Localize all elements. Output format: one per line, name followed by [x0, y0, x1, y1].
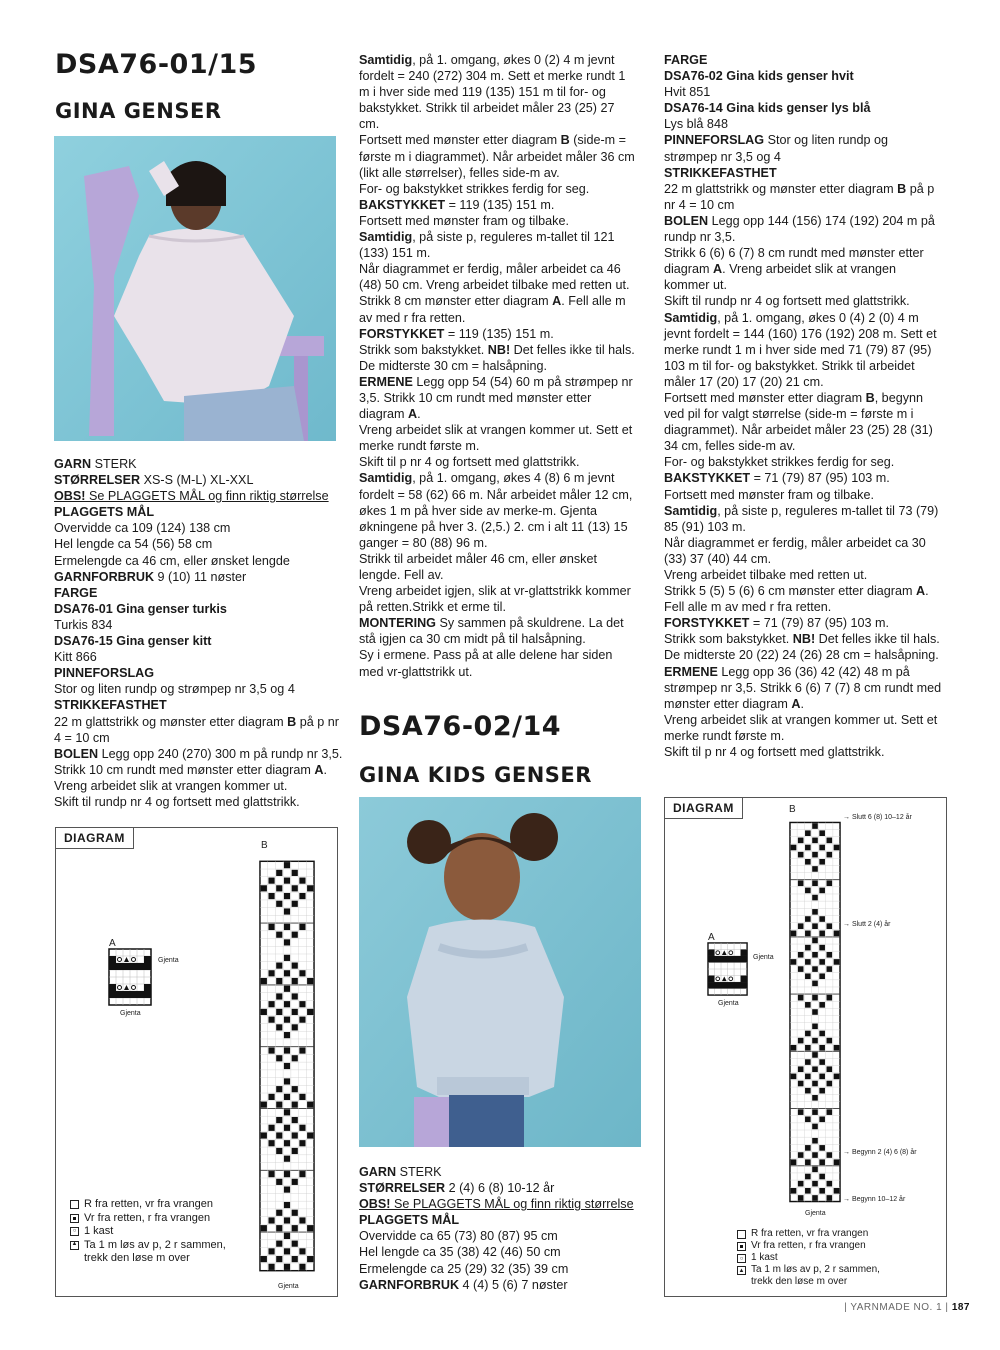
gjenta-side-label: Gjenta — [158, 957, 179, 964]
chart-stitch — [261, 885, 267, 891]
chart-stitch — [268, 878, 274, 884]
chart-stitch — [819, 888, 825, 894]
chart-stitch — [798, 1181, 804, 1187]
chart-stitch — [812, 1109, 818, 1115]
chart-stitch — [827, 923, 833, 929]
chart-stitch — [805, 1002, 811, 1008]
chart-stitch — [261, 1132, 267, 1138]
chart-stitch — [276, 962, 282, 968]
gjenta-b-label: Gjenta — [278, 1283, 299, 1290]
chart-stitch — [261, 978, 267, 984]
chart-stitch — [812, 923, 818, 929]
chart-stitch — [812, 1152, 818, 1158]
chart-stitch — [827, 1195, 833, 1201]
chart-stitch — [276, 885, 282, 891]
chart-stitch — [819, 1045, 825, 1051]
diagram-a-label: A — [109, 938, 116, 949]
chart-stitch — [276, 870, 282, 876]
chart-stitch — [299, 970, 305, 976]
label-pinneforslag: PINNEFORSLAG — [54, 666, 155, 681]
chart-stitch — [805, 888, 811, 894]
chart-stitch — [812, 1066, 818, 1072]
mal-hel-lengde: Hel lengde ca 54 (56) 58 cm — [54, 537, 213, 552]
chart-stitch — [791, 1159, 797, 1165]
chart-stitch — [827, 838, 833, 844]
chart-stitch — [805, 1116, 811, 1122]
chart-stitch — [276, 1086, 282, 1092]
chart-stitch — [276, 1148, 282, 1154]
chart-stitch — [261, 1102, 267, 1108]
chart-stitch — [834, 1159, 840, 1165]
label-strikkefasthet: STRIKKEFASTHET — [54, 698, 167, 713]
chart-stitch — [812, 866, 818, 872]
label-farge: FARGE — [54, 585, 98, 600]
adult-instructions: Samtidig, på 1. omgang, økes 0 (2) 4 m jevnt fordelt = 240 (272) 304 m. Sett et merke rundt 1 m i hver side med 119 (135) 151 m til for- og bakstykket. Strikk til arbeidet måler 23 (25) 27 cm. Fortsett med mønster etter diagram B (side-m = første m i diagrammet). Når arbeidet måler 36 cm (likt alle størrelser), felles side-m av. For- og bakstykket strikkes ferdig for seg. BAKSTYKKET = 119 (135) 151 m. Fortsett med mønster fram og tilbake. Samtidig, på siste p, reguleres m-tallet til 121 (133) 151 m. Når diagrammet er ferdig, måler arbeidet ca 46 (48) 50 cm. Vreng arbeidet tilbake med retten ut. Strikk 8 cm mønster etter diagram A. Fell alle m av med r fra retten. FORSTYKKET = 119 (135) 151 m. Strikk som bakstykket. NB! Det felles ikke til hals. De midterste 30 cm = halsåpning. ERMENE Legg opp 54 (54) 60 m på strømpep nr 3,5. Strikk 10 cm rundt med mønster etter diagram A. Vreng arbeidet slik at vrangen kommer ut. Sett et merke rundt første m. Skift til p nr 4 og fortsett med glattstrikk. Samtidig, på 1. omgang, økes 4 (8) 6 m jevnt fordelt = 58 (62) 66 m. Når arbeidet måler 12 cm, økes 1 m på hver side av merke-m. Gjenta økningene på hver 3. (2,5.) 2. cm i alt 11 (13) 15 ganger = 80 (88) 96 m. Strikk til arbeidet måler 46 cm, eller ønsket lengde. Fell av. Vreng arbeidet igjen, slik at vr-glattstrikk kommer på retten.Strikk et erme til. MONTERING Sy sammen på skuldrene. La det stå igjen ca 30 cm midt på til halsåpning. Sy i ermene. Pass på at alle delene har siden med vr-glattstrikk ut. — [359, 53, 635, 679]
chart-stitch — [819, 931, 825, 937]
chart-stitch — [268, 1001, 274, 1007]
chart-stitch — [276, 932, 282, 938]
chart-stitch — [812, 1052, 818, 1058]
chart-stitch — [276, 1225, 282, 1231]
chart-stitch — [284, 1186, 290, 1192]
value-garn: STERK — [94, 457, 137, 471]
purl-symbol-icon — [70, 1214, 79, 1223]
chart-stitch — [284, 1140, 290, 1146]
chart-stitch — [805, 1045, 811, 1051]
chart-stitch — [292, 1210, 298, 1216]
chart-stitch — [284, 1248, 290, 1254]
chart-stitch — [292, 885, 298, 891]
chart-stitch — [299, 1140, 305, 1146]
pattern-code-adult: DSA76-01/15 — [55, 49, 258, 80]
color-name-1: DSA76-01 Gina genser turkis — [54, 601, 227, 616]
chart-stitch — [268, 1140, 274, 1146]
chart-stitch — [812, 1095, 818, 1101]
chart-stitch — [307, 1009, 313, 1015]
chart-stitch — [299, 1248, 305, 1254]
chart-stitch — [819, 1145, 825, 1151]
chart-stitch — [819, 945, 825, 951]
chart-stitch — [292, 1256, 298, 1262]
chart-stitch — [292, 1241, 298, 1247]
gjenta-bottom-label-kids: Gjenta — [718, 1000, 739, 1007]
mal-ermelengde: Ermelengde ca 46 cm, eller ønsket lengde — [54, 553, 290, 568]
chart-stitch — [284, 986, 290, 992]
diagram-a-label-kids: A — [708, 932, 715, 943]
chart-stitch — [276, 1179, 282, 1185]
purl-symbol-icon — [737, 1242, 746, 1251]
chart-stitch — [276, 978, 282, 984]
label-storrelser: STØRRELSER — [54, 473, 141, 488]
chart-stitch — [268, 924, 274, 930]
chart-stitch — [276, 1024, 282, 1030]
chart-stitch — [827, 995, 833, 1001]
chart-stitch — [268, 1125, 274, 1131]
chart-stitch — [276, 1132, 282, 1138]
chart-stitch — [819, 959, 825, 965]
chart-stitch — [834, 1074, 840, 1080]
arrow-slutt-2-4: → Slutt 2 (4) år — [843, 921, 891, 928]
chart-stitch — [284, 1125, 290, 1131]
diagram-legend-kids: R fra retten, vr fra vrangen Vr fra retten, r fra vrangen ○ 1 kast ▲ Ta 1 m løs av p, 2 r sammen, trekk den løse m over — [738, 1228, 880, 1287]
chart-stitch — [805, 859, 811, 865]
chart-stitch — [261, 1009, 267, 1015]
arrow-slutt-6-8-10-12: → Slutt 6 (8) 10–12 år — [843, 814, 912, 821]
legend-item-yarnover: ○ 1 kast — [70, 1225, 270, 1239]
chart-stitch — [812, 1038, 818, 1044]
chart-stitch — [812, 1024, 818, 1030]
chart-stitch — [798, 1152, 804, 1158]
chart-stitch — [292, 1024, 298, 1030]
chart-stitch — [812, 1195, 818, 1201]
chart-stitch — [268, 1094, 274, 1100]
chart-stitch — [292, 901, 298, 907]
chart-stitch — [299, 1001, 305, 1007]
diagram-kids — [664, 797, 947, 1297]
chart-stitch — [284, 1078, 290, 1084]
chart-a-grid — [108, 948, 153, 1006]
chart-stitch — [834, 1045, 840, 1051]
chart-stitch — [307, 1132, 313, 1138]
text-bolen-vreng: Vreng arbeidet slik at vrangen kommer ut. — [54, 778, 288, 793]
chart-stitch — [819, 1088, 825, 1094]
label-garnforbruk: GARNFORBRUK — [54, 569, 155, 584]
chart-stitch — [805, 973, 811, 979]
decrease-triangle-icon: ▲ — [70, 1241, 79, 1250]
chart-stitch — [827, 952, 833, 958]
chart-stitch — [812, 880, 818, 886]
chart-stitch — [284, 955, 290, 961]
chart-stitch — [805, 1088, 811, 1094]
chart-stitch — [798, 1195, 804, 1201]
arrow-begynn-2-4-6-8: → Begynn 2 (4) 6 (8) år — [843, 1149, 917, 1156]
chart-stitch — [798, 838, 804, 844]
chart-stitch — [827, 966, 833, 972]
yarn-over-icon: ○ — [737, 1254, 746, 1263]
kids-pattern-header — [359, 710, 639, 788]
chart-stitch — [812, 938, 818, 944]
chart-stitch — [299, 1047, 305, 1053]
chart-stitch — [812, 981, 818, 987]
yarn-over-icon: ○ — [70, 1227, 79, 1236]
chart-stitch — [834, 959, 840, 965]
chart-stitch — [812, 952, 818, 958]
chart-stitch — [834, 1188, 840, 1194]
chart-stitch — [827, 1109, 833, 1115]
knit-symbol-icon — [70, 1200, 79, 1209]
arrow-begynn-10-12: → Begynn 10–12 år — [843, 1196, 906, 1203]
chart-stitch — [284, 878, 290, 884]
chart-stitch — [292, 978, 298, 984]
chart-stitch — [284, 924, 290, 930]
value-garnforbruk: 9 (10) 11 nøster — [157, 569, 247, 584]
chart-stitch — [284, 1094, 290, 1100]
chart-stitch — [805, 916, 811, 922]
chart-stitch — [284, 1217, 290, 1223]
diagram-label: DIAGRAM — [56, 828, 134, 849]
chart-stitch — [805, 1074, 811, 1080]
chart-stitch — [268, 1171, 274, 1177]
chart-stitch — [276, 1241, 282, 1247]
chart-stitch — [307, 1256, 313, 1262]
value-pinneforslag: Stor og liten rundp og strømpep nr 3,5 og 4 — [54, 682, 295, 697]
chart-stitch — [299, 1217, 305, 1223]
chart-stitch — [812, 1081, 818, 1087]
chart-stitch — [798, 1038, 804, 1044]
chart-stitch — [827, 1081, 833, 1087]
chart-stitch — [299, 1017, 305, 1023]
chart-stitch — [805, 830, 811, 836]
chart-stitch — [798, 952, 804, 958]
photo-kids-sweater — [359, 797, 641, 1147]
chart-stitch — [798, 880, 804, 886]
chart-stitch — [827, 852, 833, 858]
chart-stitch — [284, 970, 290, 976]
chart-stitch — [284, 1156, 290, 1162]
legend-item-purl: Vr fra retten, r fra vrangen — [70, 1212, 270, 1226]
chart-stitch — [299, 878, 305, 884]
chart-stitch — [284, 1171, 290, 1177]
chart-stitch — [299, 924, 305, 930]
chart-stitch — [292, 1132, 298, 1138]
value-obs: Se PLAGGETS MÅL og finn riktig størrelse — [88, 489, 329, 504]
chart-stitch — [805, 845, 811, 851]
chart-stitch — [276, 1256, 282, 1262]
chart-stitch — [834, 931, 840, 937]
chart-stitch — [276, 1009, 282, 1015]
decrease-triangle-icon: ▲ — [738, 1267, 745, 1274]
label-garn: GARN — [54, 457, 92, 471]
chart-stitch — [292, 1225, 298, 1231]
chart-stitch — [827, 880, 833, 886]
chart-stitch — [276, 1117, 282, 1123]
diagram-b-label-kids: B — [789, 804, 796, 815]
diagram-adult — [55, 827, 338, 1297]
chart-stitch — [284, 1001, 290, 1007]
chart-stitch — [276, 1055, 282, 1061]
chart-stitch — [827, 1152, 833, 1158]
chart-stitch — [292, 1009, 298, 1015]
chart-stitch — [812, 966, 818, 972]
chart-stitch — [827, 1038, 833, 1044]
chart-stitch — [284, 1017, 290, 1023]
chart-b-grid-kids — [789, 815, 841, 1209]
chart-stitch — [819, 1059, 825, 1065]
chart-stitch — [798, 923, 804, 929]
chart-stitch — [284, 1063, 290, 1069]
text-bolen-skift: Skift til rundp nr 4 og fortsett med glattstrikk. — [54, 794, 300, 809]
chart-stitch — [284, 1202, 290, 1208]
chart-a-grid-kids — [707, 942, 749, 996]
color-value-1: Turkis 834 — [54, 617, 113, 632]
chart-stitch — [798, 852, 804, 858]
chart-stitch — [284, 862, 290, 868]
legend-item-knit: R fra retten, vr fra vrangen — [70, 1198, 270, 1212]
chart-stitch — [819, 1174, 825, 1180]
chart-stitch — [819, 1074, 825, 1080]
chart-stitch — [812, 1181, 818, 1187]
pattern-code-kids: DSA76-02/14 — [359, 711, 562, 742]
chart-stitch — [819, 845, 825, 851]
chart-stitch — [805, 1031, 811, 1037]
chart-stitch — [284, 1109, 290, 1115]
pattern-title-adult: GINA GENSER — [55, 99, 222, 123]
chart-stitch — [299, 1171, 305, 1177]
page-number: 187 — [951, 1302, 970, 1313]
chart-stitch — [307, 885, 313, 891]
adult-specs — [54, 456, 346, 810]
text-bolen: BOLEN Legg opp 240 (270) 300 m på rundp nr 3,5. Strikk 10 cm rundt med mønster etter diagram A. — [54, 746, 343, 777]
chart-stitch — [791, 959, 797, 965]
label-obs: OBS! — [54, 489, 86, 504]
chart-stitch — [798, 1081, 804, 1087]
chart-stitch — [791, 1045, 797, 1051]
chart-stitch — [284, 1233, 290, 1239]
chart-stitch — [292, 962, 298, 968]
chart-stitch — [819, 973, 825, 979]
chart-stitch — [812, 909, 818, 915]
chart-stitch — [268, 1017, 274, 1023]
chart-stitch — [292, 993, 298, 999]
adult-pattern-header — [55, 48, 345, 124]
page-footer — [844, 1302, 970, 1313]
chart-stitch — [812, 1124, 818, 1130]
chart-stitch — [276, 993, 282, 999]
gjenta-bottom-label: Gjenta — [120, 1010, 141, 1017]
diagram-legend — [70, 1198, 270, 1266]
chart-stitch — [812, 1009, 818, 1015]
gjenta-side-label-kids: Gjenta — [753, 954, 774, 961]
chart-stitch — [292, 1179, 298, 1185]
chart-stitch — [292, 1055, 298, 1061]
chart-stitch — [276, 1102, 282, 1108]
chart-stitch — [805, 931, 811, 937]
kids-instructions: FARGE DSA76-02 Gina kids genser hvit Hvit 851 DSA76-14 Gina kids genser lys blå Lys blå 848 PINNEFORSLAG Stor og liten rundp og strømpep nr 3,5 og 4 STRIKKEFASTHET 22 m glattstrikk og mønster etter diagram B på p nr 4 = 10 cm BOLEN Legg opp 144 (156) 174 (192) 204 m på rundp nr 3,5. Strikk 6 (6) 6 (7) 8 cm rundt med mønster etter diagram A. Vreng arbeidet slik at vrangen kommer ut. Skift til rundp nr 4 og fortsett med glattstrikk. Samtidig, på 1. omgang, økes 0 (4) 2 (0) 4 m jevnt fordelt = 144 (160) 176 (192) 208 m. Sett et merke rundt 1 m i hver side med 71 (79) 87 (95) 103 m til for- og bakstykket. Strikk til arbeidet måler 17 (20) 17 (20) 21 cm. Fortsett med mønster etter diagram B, begynn ved pil for valgt størrelse (side-m = første m i diagrammet). Når arbeidet måler 23 (25) 28 (31) 34 cm, felles side-m av. For- og bakstykket strikkes ferdig for seg. BAKSTYKKET = 71 (79) 87 (95) 103 m. Fortsett med mønster fram og tilbake. Samtidig, på siste p, reguleres m-tallet til 73 (79) 85 (91) 103 m. Når diagrammet er ferdig, måler arbeidet ca 30 (33) 37 (40) 44 cm. Vreng arbeidet tilbake med retten ut. Strikk 5 (5) 5 (6) 6 cm mønster etter diagram A. Fell alle m av med r fra retten. FORSTYKKET = 71 (79) 87 (95) 103 m. Strikk som bakstykket. NB! Det felles ikke til hals. De midterste 20 (22) 24 (26) 28 cm = halsåpning. ERMENE Legg opp 36 (36) 42 (42) 48 m på strømpep nr 3,5. Strikk 6 (6) 7 (7) 8 cm rundt med mønster etter diagram A. Vreng arbeidet slik at vrangen kommer ut. Sett et merke rundt første m. Skift til p nr 4 og fortsett med glattstrikk. — [664, 53, 942, 760]
chart-stitch — [812, 1167, 818, 1173]
chart-stitch — [307, 1225, 313, 1231]
chart-stitch — [307, 1102, 313, 1108]
chart-stitch — [292, 1102, 298, 1108]
chart-stitch — [284, 1032, 290, 1038]
chart-stitch — [299, 1264, 305, 1270]
chart-stitch — [791, 931, 797, 937]
chart-stitch — [268, 1047, 274, 1053]
chart-stitch — [819, 1002, 825, 1008]
chart-stitch — [827, 1181, 833, 1187]
chart-stitch — [284, 893, 290, 899]
chart-stitch — [819, 1159, 825, 1165]
text-strikkefasthet: 22 m glattstrikk og mønster etter diagram B på p nr 4 = 10 cm — [54, 714, 339, 745]
chart-stitch — [798, 995, 804, 1001]
chart-stitch — [798, 1109, 804, 1115]
chart-stitch — [798, 1066, 804, 1072]
legend-item-decrease: ▲ Ta 1 m løs av p, 2 r sammen, trekk den løse m over — [71, 1238, 226, 1264]
chart-stitch — [805, 959, 811, 965]
chart-stitch — [284, 908, 290, 914]
chart-stitch — [276, 901, 282, 907]
chart-stitch — [284, 939, 290, 945]
chart-stitch — [292, 870, 298, 876]
chart-stitch — [268, 970, 274, 976]
color-value-2: Kitt 866 — [54, 650, 97, 665]
chart-stitch — [798, 966, 804, 972]
chart-stitch — [805, 1145, 811, 1151]
pattern-title-kids: GINA KIDS GENSER — [359, 763, 592, 787]
chart-stitch — [292, 1148, 298, 1154]
chart-stitch — [805, 1159, 811, 1165]
diagram-label-kids: DIAGRAM — [665, 798, 743, 819]
chart-stitch — [292, 1117, 298, 1123]
chart-stitch — [292, 1086, 298, 1092]
knit-symbol-icon — [737, 1230, 746, 1239]
chart-stitch — [292, 932, 298, 938]
chart-stitch — [791, 1074, 797, 1080]
chart-stitch — [276, 1210, 282, 1216]
chart-stitch — [834, 845, 840, 851]
magazine-name: | YARNMADE NO. 1 | — [844, 1302, 949, 1313]
chart-stitch — [819, 1188, 825, 1194]
chart-stitch — [812, 838, 818, 844]
chart-stitch — [819, 1116, 825, 1122]
chart-stitch — [805, 1059, 811, 1065]
chart-stitch — [791, 1188, 797, 1194]
chart-stitch — [299, 1094, 305, 1100]
chart-stitch — [284, 1047, 290, 1053]
chart-stitch — [819, 1031, 825, 1037]
chart-stitch — [299, 893, 305, 899]
label-plaggets-mal: PLAGGETS MÅL — [54, 505, 155, 520]
chart-stitch — [299, 1125, 305, 1131]
chart-stitch — [827, 1066, 833, 1072]
chart-stitch — [805, 1174, 811, 1180]
chart-stitch — [805, 1188, 811, 1194]
chart-stitch — [805, 945, 811, 951]
chart-stitch — [819, 916, 825, 922]
chart-stitch — [812, 1138, 818, 1144]
gjenta-b-label-kids: Gjenta — [805, 1210, 826, 1217]
mal-overvidde: Overvidde ca 109 (124) 138 cm — [54, 521, 231, 536]
diagram-b-label: B — [261, 840, 268, 851]
color-name-2: DSA76-15 Gina genser kitt — [54, 634, 212, 649]
chart-stitch — [812, 823, 818, 829]
value-storrelser: XS-S (M-L) XL-XXL — [143, 473, 254, 488]
photo-adult-sweater — [54, 136, 336, 441]
chart-stitch — [791, 845, 797, 851]
chart-stitch — [284, 1264, 290, 1270]
chart-stitch — [819, 830, 825, 836]
chart-stitch — [812, 852, 818, 858]
kids-specs: GARN STERK STØRRELSER 2 (4) 6 (8) 10-12 år OBS! Se PLAGGETS MÅL og finn riktig størrelse PLAGGETS MÅL Overvidde ca 65 (73) 80 (87) 95 cm Hel lengde ca 35 (38) 42 (46) 50 cm Ermelengde ca 25 (29) 32 (35) 39 cm GARNFORBRUK 4 (4) 5 (6) 7 nøster — [359, 1165, 634, 1292]
chart-stitch — [812, 895, 818, 901]
chart-stitch — [268, 893, 274, 899]
chart-stitch — [812, 995, 818, 1001]
chart-stitch — [307, 978, 313, 984]
chart-stitch — [819, 859, 825, 865]
